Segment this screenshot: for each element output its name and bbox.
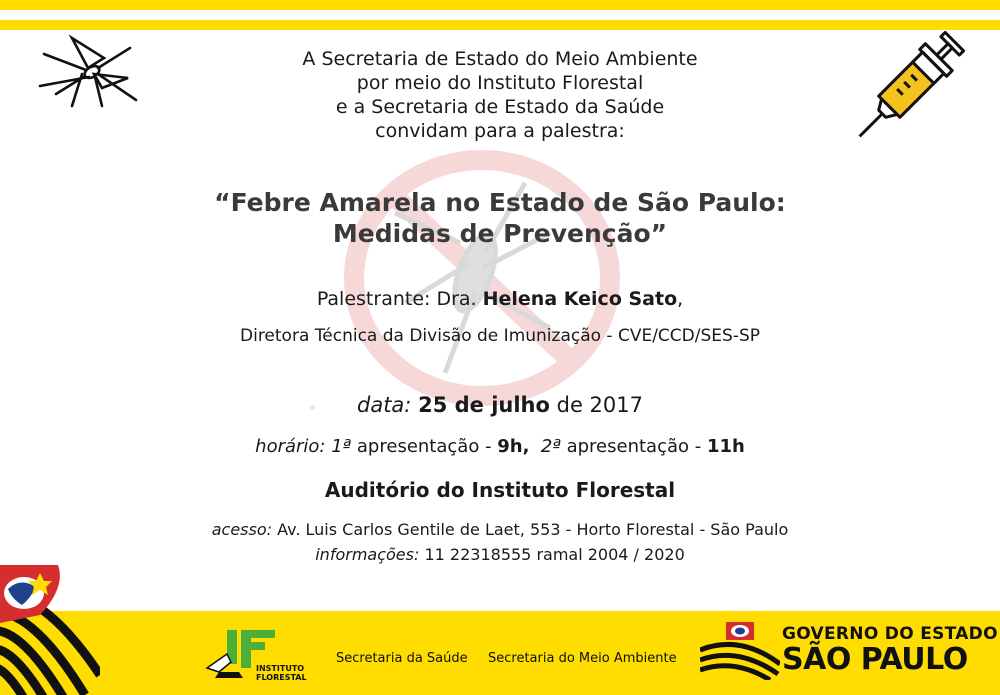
date-year: de 2017 xyxy=(556,393,643,417)
invitation-intro xyxy=(230,47,770,143)
second-text: apresentação - xyxy=(566,436,702,457)
date-label: data: xyxy=(357,393,412,417)
mosquito-icon xyxy=(32,30,142,108)
access-label: acesso: xyxy=(211,520,273,539)
first-ordinal: 1ª xyxy=(331,436,352,457)
speaker-suffix: , xyxy=(677,288,684,310)
secretaria-meio-ambiente-label: Secretaria do Meio Ambiente xyxy=(488,651,677,666)
speaker-line xyxy=(0,288,1000,310)
intro-line: por meio do Instituto Florestal xyxy=(356,72,644,94)
talk-title-line: Medidas de Prevenção” xyxy=(332,219,668,248)
sao-paulo-label: SÃO PAULO xyxy=(782,642,968,677)
talk-title xyxy=(160,187,840,249)
second-ordinal: 2ª xyxy=(540,436,561,457)
instituto-florestal-label xyxy=(256,664,307,682)
if-logo-line: INSTITUTO xyxy=(256,664,305,673)
venue-name: Auditório do Instituto Florestal xyxy=(324,478,676,502)
info-line xyxy=(0,545,1000,564)
top-stripe xyxy=(0,0,1000,10)
schedule-label: horário: xyxy=(255,436,326,457)
speaker-prefix: Palestrante: Dra. xyxy=(316,288,477,310)
secretaria-saude-label: Secretaria da Saúde xyxy=(336,651,468,666)
event-date xyxy=(0,393,1000,417)
intro-line: convidam para a palestra: xyxy=(375,120,625,142)
governo-sp-flag-icon xyxy=(700,620,780,680)
speaker-role: Diretora Técnica da Divisão de Imunização - CVE/CCD/SES-SP xyxy=(240,326,760,346)
access-address: Av. Luis Carlos Gentile de Laet, 553 - Horto Florestal - São Paulo xyxy=(277,520,789,539)
sao-paulo-flag-icon xyxy=(0,565,100,695)
access-line xyxy=(0,520,1000,539)
talk-title-line: “Febre Amarela no Estado de São Paulo: xyxy=(214,188,786,217)
intro-line: A Secretaria de Estado do Meio Ambiente xyxy=(302,48,698,70)
intro-line: e a Secretaria de Estado da Saúde xyxy=(335,96,665,118)
governo-label: GOVERNO DO ESTADO xyxy=(782,624,998,644)
info-phone: 11 22318555 ramal 2004 / 2020 xyxy=(424,545,685,564)
event-schedule xyxy=(0,436,1000,457)
date-day: 25 de julho xyxy=(418,393,550,417)
info-label: informações: xyxy=(315,545,420,564)
speaker-name: Helena Keico Sato xyxy=(482,288,678,310)
first-text: apresentação - xyxy=(356,436,492,457)
if-logo-line: FLORESTAL xyxy=(256,673,307,682)
first-time: 9h, xyxy=(497,436,530,457)
no-mosquito-icon xyxy=(335,143,630,413)
second-time: 11h xyxy=(706,436,745,457)
syringe-icon xyxy=(848,28,966,150)
